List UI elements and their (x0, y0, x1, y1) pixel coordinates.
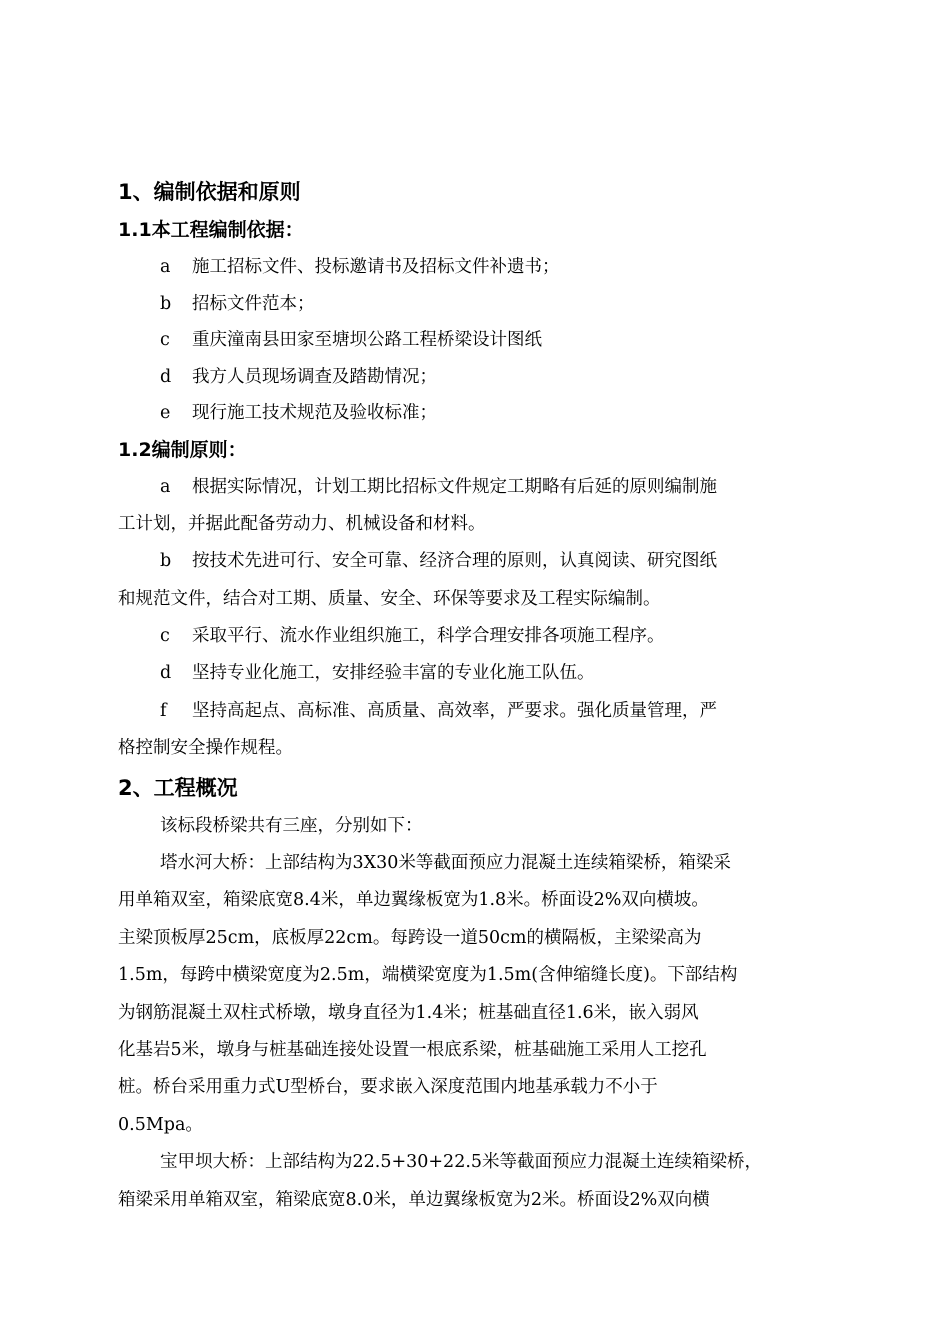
item-mark: c (160, 626, 170, 647)
paragraph-line: 箱梁采用单箱双室，箱梁底宽8.0米，单边翼缘板宽为2米。桥面设2%双向横 (118, 1189, 710, 1210)
item-text-line2: 和规范文件，结合对工期、质量、安全、环保等要求及工程实际编制。 (118, 588, 661, 609)
intro-text: 该标段桥梁共有三座，分别如下： (160, 815, 423, 836)
basis-item-e (118, 395, 858, 432)
item-mark: f (160, 700, 167, 721)
item-text-line1: 坚持专业化施工，安排经验丰富的专业化施工队伍。 (192, 663, 595, 684)
section-1-title: 1、编制依据和原则 (118, 180, 301, 204)
principle-item-d (118, 655, 858, 692)
document-page (118, 172, 858, 1219)
item-text: 重庆潼南县田家至塘坝公路工程桥梁设计图纸 (192, 330, 542, 350)
item-text: 我方人员现场调查及踏勘情况； (192, 366, 437, 387)
basis-item-d (118, 359, 858, 396)
item-text: 施工招标文件、投标邀请书及招标文件补遗书； (192, 257, 560, 277)
paragraph-line: 塔水河大桥：上部结构为3X30米等截面预应力混凝土连续箱梁桥，箱梁采 (160, 853, 731, 874)
basis-item-b (118, 286, 858, 323)
basis-item-a (118, 249, 858, 286)
paragraph-line: 1.5m，每跨中横梁宽度为2.5m，端横梁宽度为1.5m(含伸缩缝长度)。下部结构 (118, 965, 738, 986)
section-2-title: 2、工程概况 (118, 775, 238, 800)
overview-intro (118, 808, 858, 845)
item-text-line1: 按技术先进可行、安全可靠、经济合理的原则，认真阅读、研究图纸 (192, 551, 717, 572)
item-mark: b (160, 293, 172, 314)
basis-item-c (118, 322, 858, 359)
paragraph-line: 主梁顶板厚25cm，底板厚22cm。每跨设一道50cm的横隔板，主梁梁高为 (118, 927, 702, 948)
paragraph-line: 桩。桥台采用重力式U型桥台，要求嵌入深度范围内地基承载力不小于 (118, 1077, 658, 1098)
item-text-line2: 工计划，并据此配备劳动力、机械设备和材料。 (118, 513, 486, 534)
principle-item-c (118, 618, 858, 655)
item-mark: c (160, 330, 170, 350)
item-text-line1: 采取平行、流水作业组织施工，科学合理安排各项施工程序。 (192, 626, 665, 647)
bridge-tashuihe-paragraph (118, 845, 858, 1144)
item-mark: b (160, 551, 172, 572)
principle-item-f (118, 693, 858, 768)
item-text: 现行施工技术规范及验收标准； (192, 403, 437, 423)
item-mark: a (160, 257, 171, 277)
section-1-2-title: 1.2编制原则： (118, 438, 247, 461)
principle-item-a (118, 469, 858, 544)
item-mark: d (160, 663, 172, 684)
item-mark: d (160, 366, 172, 387)
paragraph-line: 用单箱双室，箱梁底宽8.4米，单边翼缘板宽为1.8米。桥面设2%双向横坡。 (118, 890, 709, 911)
paragraph-line: 化基岩5米，墩身与桩基础连接处设置一根底系梁，桩基础施工采用人工挖孔 (118, 1039, 707, 1060)
principle-item-b (118, 543, 858, 618)
paragraph-line: 宝甲坝大桥：上部结构为22.5+30+22.5米等截面预应力混凝土连续箱梁桥， (160, 1152, 763, 1173)
item-mark: a (160, 476, 171, 497)
paragraph-line: 为钢筋混凝土双柱式桥墩，墩身直径为1.4米；桩基础直径1.6米，嵌入弱风 (118, 1002, 699, 1023)
item-text-line2: 格控制安全操作规程。 (118, 738, 293, 759)
item-text-line1: 根据实际情况，计划工期比招标文件规定工期略有后延的原则编制施 (192, 476, 717, 497)
bridge-baojiaba-paragraph (118, 1144, 858, 1219)
item-text: 招标文件范本； (192, 293, 315, 314)
item-text-line1: 坚持高起点、高标准、高质量、高效率，严要求。强化质量管理，严 (192, 700, 717, 721)
section-1-1-title: 1.1本工程编制依据： (118, 219, 304, 241)
item-mark: e (160, 403, 171, 423)
paragraph-line: 0.5Mpa。 (118, 1114, 203, 1135)
